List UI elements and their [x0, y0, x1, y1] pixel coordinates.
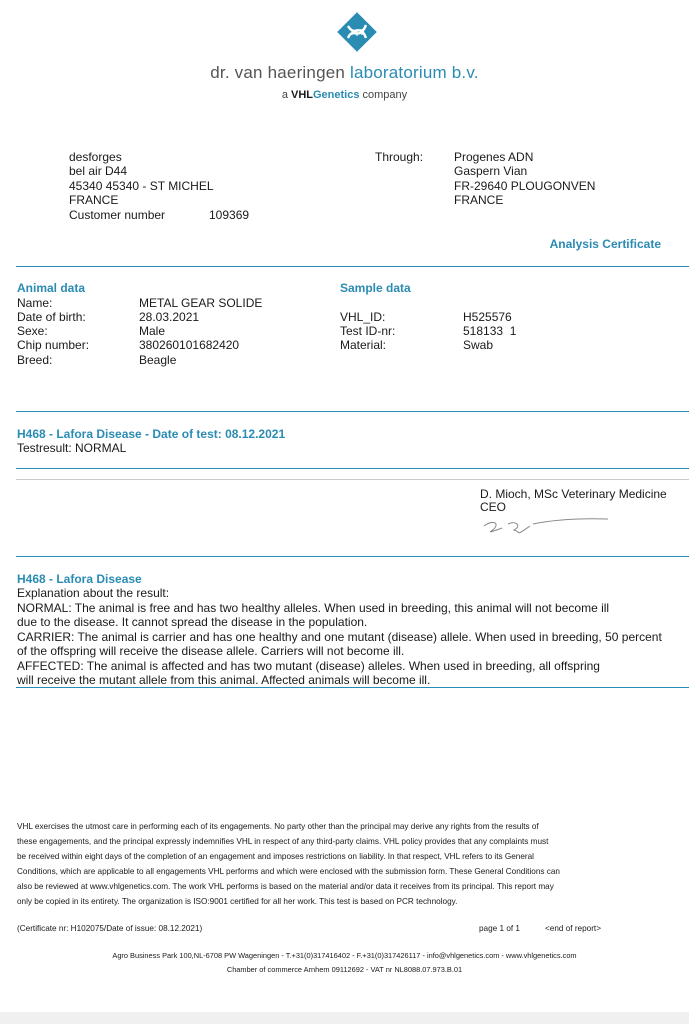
disclaimer-line: be received within eight days of the completion of an engagement and imposes restrictions on liability. In that respect, VHL refers to its General [17, 852, 534, 861]
test-result: Testresult: NORMAL [17, 441, 127, 455]
sample-label-testid: Test ID-nr: [340, 324, 396, 338]
animal-value-chip: 380260101682420 [139, 338, 240, 352]
divider [16, 266, 689, 267]
customer-address2: 45340 45340 - ST MICHEL [69, 179, 214, 193]
animal-label-breed: Breed: [17, 353, 53, 367]
subtitle-a: a [281, 89, 288, 101]
explanation-line: NORMAL: The animal is free and has two healthy alleles. When used in breeding, this animal will not become ill [17, 601, 610, 615]
explanation-line: due to the disease. It cannot spread the disease in the population. [17, 615, 368, 629]
page-bottom-edge [0, 1012, 689, 1024]
company-name-lab: laboratorium b.v. [349, 63, 479, 82]
explanation-line: AFFECTED: The animal is affected and has two mutant (disease) alleles. When used in breeding, all offspring [17, 659, 600, 673]
footer-chamber: Chamber of commerce Arnhem 09112692 - VAT nr NL8088.07.973.B.01 [226, 965, 463, 974]
through-line3: FR-29640 PLOUGONVEN [454, 179, 596, 193]
animal-label-sexe: Sexe: [17, 324, 48, 338]
customer-number: 109369 [209, 208, 250, 222]
certificate-title: Analysis Certificate [549, 237, 661, 251]
sample-value-testid: 518133 1 [463, 324, 517, 338]
signatory-name: D. Mioch, MSc Veterinary Medicine [480, 487, 667, 501]
disclaimer-line: only be copied in its entirety. The organization is ISO:9001 certified for all her work. This test is based on PCR technology. [17, 897, 458, 906]
subtitle-company: company [362, 89, 408, 101]
animal-value-name: METAL GEAR SOLIDE [139, 296, 263, 310]
sample-value-vhlid: H525576 [463, 310, 512, 324]
explanation-intro: Explanation about the result: [17, 586, 170, 600]
animal-data-title: Animal data [17, 281, 86, 295]
sample-value-material: Swab [463, 338, 494, 352]
disclaimer-line: these engagements, and the principal expressly indemnifies VHL in respect of any third-party claims. VHL policy provides that any complaints must [17, 837, 549, 846]
animal-value-sexe: Male [139, 324, 166, 338]
footer-address: Agro Business Park 100,NL-6708 PW Wageningen - T.+31(0)317416402 - F.+31(0)317426117 - info@vhlgenetics.com - www.vhlgenetics.com [112, 951, 577, 960]
explanation-line: of the offspring will receive the disease allele. Carriers will not become ill. [17, 644, 405, 658]
company-name [0, 63, 689, 83]
customer-name: desforges [69, 150, 122, 164]
customer-address1: bel air D44 [69, 164, 128, 178]
disclaimer [17, 819, 677, 909]
signatory-role: CEO [480, 500, 507, 514]
page-number: page 1 of 1 [479, 924, 520, 933]
end-of-report: <end of report> [545, 924, 601, 933]
through-line2: Gaspern Vian [454, 164, 528, 178]
disclaimer-line: Conditions, which are applicable to all engagements VHL performs and which were enclosed with the submission form. These General Conditions can [17, 867, 560, 876]
through-name: Progenes ADN [454, 150, 534, 164]
explanation-line: CARRIER: The animal is carrier and has one healthy and one mutant (disease) allele. When used in breeding, 50 percent [17, 630, 662, 644]
animal-value-dob: 28.03.2021 [139, 310, 200, 324]
divider [16, 411, 689, 412]
sample-label-material: Material: [340, 338, 387, 352]
certificate-number: (Certificate nr: H102075/Date of issue: 08.12.2021) [17, 924, 203, 933]
divider [16, 687, 689, 688]
test-title: H468 - Lafora Disease - Date of test: 08.12.2021 [17, 427, 286, 441]
customer-country: FRANCE [69, 193, 119, 207]
divider [16, 556, 689, 557]
divider [16, 479, 689, 480]
signature-image [478, 512, 613, 542]
sample-label-vhlid: VHL_ID: [340, 310, 386, 324]
company-name-prefix: dr. van haeringen [210, 63, 346, 82]
vhl-logo-icon [333, 8, 381, 56]
disclaimer-line: also be reviewed at www.vhlgenetics.com. The work VHL performs is based on the material and/or data it receives from its principal. This report may [17, 882, 554, 891]
divider [16, 468, 689, 469]
animal-value-breed: Beagle [139, 353, 177, 367]
subtitle-genetics: Genetics [313, 89, 360, 101]
animal-label-name: Name: [17, 296, 53, 310]
through-label: Through: [375, 150, 424, 164]
disclaimer-line: VHL exercises the utmost care in performing each of its engagements. No party other than the principal may derive any rights from the results of [17, 822, 539, 831]
through-country: FRANCE [454, 193, 504, 207]
explanation-line: will receive the mutant allele from this animal. Affected animals will become ill. [17, 673, 431, 687]
sample-data-title: Sample data [340, 281, 411, 295]
animal-label-dob: Date of birth: [17, 310, 86, 324]
explanation-title: H468 - Lafora Disease [17, 572, 142, 586]
customer-number-label: Customer number [69, 208, 166, 222]
company-subtitle [0, 89, 689, 101]
animal-label-chip: Chip number: [17, 338, 90, 352]
subtitle-vhl: VHL [291, 89, 313, 101]
